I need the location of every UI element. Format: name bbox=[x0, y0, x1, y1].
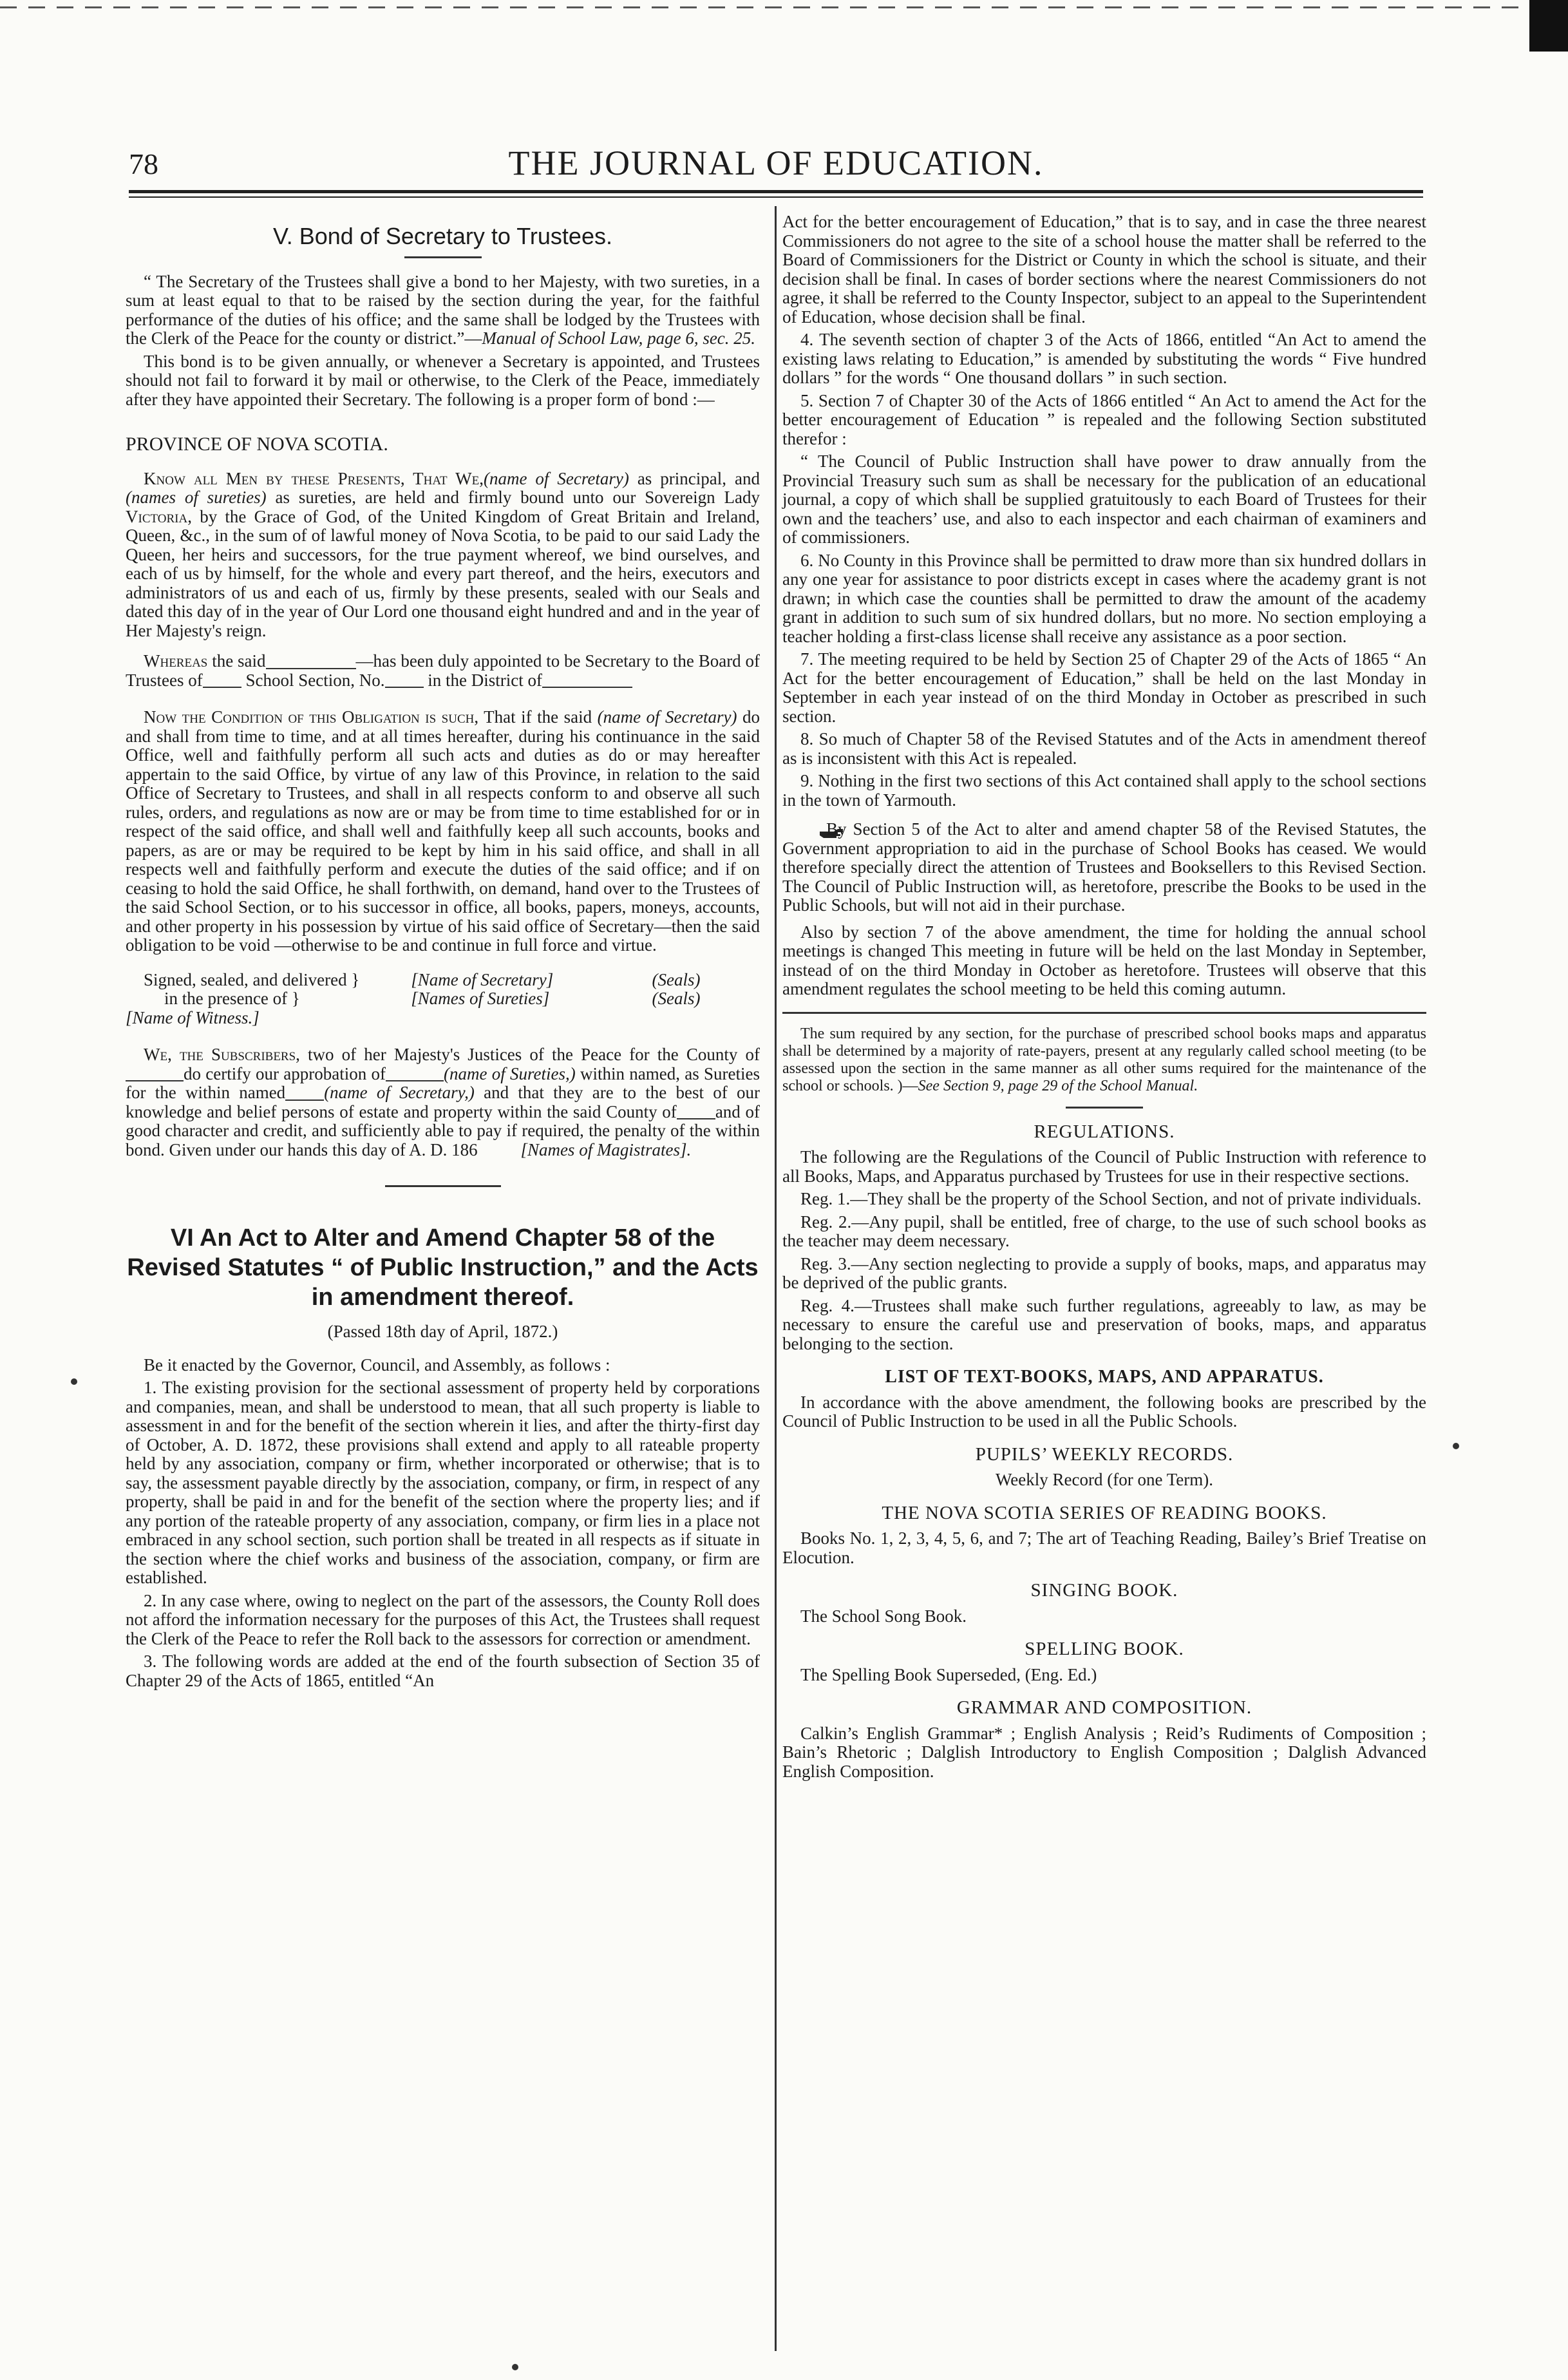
grammar-item: Calkin’s English Grammar* ; English Analysis ; Reid’s Rudiments of Composition ; Bain’s Rhetoric ; Dalglish Introductory to English Composition ; Dalglish Advanced English Composition. bbox=[782, 1723, 1426, 1781]
footnote-sum-required: The sum required by any section, for the purchase of prescribed school books maps and apparatus shall be determined by a majority of rate-payers, present at any regularly called school meeting (to be assessed upon the section in the same manner as all other sums required for the maintenance of the school or schools. )—See Section 9, page 29 of the School Manual. bbox=[782, 1025, 1426, 1094]
margin-dot bbox=[1453, 1443, 1459, 1449]
act-section-1: 1. The existing provision for the sectional assessment of property held by corporations and companies, mean, and shall be understood to mean, that all such property is liable to assessment in and for the benefit of the section wherein it lies, and after the thirty-first day of October, A. D. 1872, these provisions shall extend and apply to all rateable property held by any association, company or firm, whether incorporated or otherwise; that is to say, the assessment payable directly by the association, company, or firm, in respect of any property, shall be paid in and for the benefit of the section where the property lies; and if any portion of the rateable property of any association, company, or firm lies in a place not embraced in any school section, such portion shall be treated in all respects as if situate in the section where the chief works and business of the association, company, or firm are established. bbox=[126, 1378, 760, 1587]
section-heading-bond: V. Bond of Secretary to Trustees. bbox=[273, 223, 612, 249]
column-separator bbox=[775, 206, 777, 2351]
margin-dot bbox=[512, 2364, 518, 2370]
pointing-hand-icon bbox=[800, 824, 826, 837]
running-title: THE JOURNAL OF EDUCATION. bbox=[508, 144, 1044, 182]
act-section-9: 9. Nothing in the first two sections of this Act contained shall apply to the school sections in the town of Yarmouth. bbox=[782, 771, 1426, 810]
condition-paragraph: Now the Condition of this Obligation is such, That if the said (name of Secretary) do and shall from time to time, and at all times hereafter, during his continuance in the said Office, well and faithfully perform all such acts and duties as do or may hereafter appertain to the said Office, by virtue of any law of this Province, in relation to the said Office of Secretary to Trustees, and shall in all respects conform to and observe all such rules, orders, and regulations as now are or may be from time to time established for or in respect of the said office, and shall well and faithfully keep all such accounts, books and papers, as are or may be required to be kept by him in his said office, and shall in all respects well and faithfully perform and execute the duties of the said office; and if on ceasing to hold the said Office, he shall forthwith, on demand, hand over to the Trustees of the said School Section, or to his successor in office, all books, papers, moneys, accounts, and other property in his possession by virtue of his said office of Secretary—then the said obligation to be void —otherwise to be and continue in full force and virtue. bbox=[126, 707, 760, 955]
whereas-paragraph: Whereas the said —has been duly appointed to be Secretary to the Board of Trustees of School Section, No. in the District of bbox=[126, 651, 760, 690]
justices-paragraph: We, the Subscribers, two of her Majesty's Justices of the Peace for the County ofdo certify our approbation of (name of Sureties,) within named, as Sureties for the within named (name of Secretary,) and that they are to the best of our knowledge and belief persons of estate and property within the said County of and of good character and credit, and sufficiently able to pay if required, the penalty of the within bond. Given under our hands this day of A. D. 186 [Names of Magistrates]. bbox=[126, 1045, 760, 1159]
page-header bbox=[129, 142, 1423, 193]
header-rule-thin bbox=[129, 196, 1423, 198]
header-rule bbox=[129, 190, 1423, 193]
regulation-1: Reg. 1.—They shall be the property of the School Section, and not of private individuals. bbox=[800, 1189, 1422, 1208]
act-section-7: 7. The meeting required to be held by Section 25 of Chapter 29 of the Acts of 1865 “ An Act for the better encouragement of Education,” shall be held on the last Monday in September in each year instead of on the third Monday in October as prescribed in such section. bbox=[782, 649, 1426, 726]
grammar-heading: GRAMMAR AND COMPOSITION. bbox=[956, 1697, 1252, 1718]
blank-line bbox=[677, 1107, 715, 1119]
blank-line bbox=[203, 675, 241, 688]
page-top-edge bbox=[0, 0, 1568, 32]
blank-line bbox=[285, 1088, 324, 1101]
spelling-book-item: The Spelling Book Superseded, (Eng. Ed.) bbox=[800, 1664, 1097, 1684]
singing-book-item: The School Song Book. bbox=[800, 1606, 967, 1626]
act-section-5-quote: “ The Council of Public Instruction shall have power to draw annually from the Provincial Treasury such sum as shall be necessary for the publication of an educational journal, a copy of which shall be supplied gratuitously to each Board of Trustees for their own and the teachers’ use, and also to each inspector and each chairman of examiners and of commissioners. bbox=[782, 452, 1426, 547]
sig-sureties: [Names of Sureties] bbox=[411, 989, 550, 1008]
regulations-intro: The following are the Regulations of the Council of Public Instruction with reference to all Books, Maps, and Apparatus purchased by Trustees for use in their respective sections. bbox=[782, 1147, 1426, 1186]
sig-seals-1: (Seals) bbox=[652, 969, 701, 989]
reading-books-heading: THE NOVA SCOTIA SERIES OF READING BOOKS. bbox=[882, 1502, 1327, 1523]
act-section-4: 4. The seventh section of chapter 3 of the Acts of 1866, entitled “An Act to amend the existing laws relating to Education,” is amended by substituting the words “ Five hundred dollars ” for the words “ One thousand dollars ” in such section. bbox=[782, 330, 1426, 387]
pupils-records-item: Weekly Record (for one Term). bbox=[995, 1470, 1214, 1489]
right-column bbox=[782, 213, 1426, 1785]
textbook-list-intro: In accordance with the above amendment, the following books are prescribed by the Council of Public Instruction to be used in all the Public Schools. bbox=[782, 1392, 1426, 1431]
blank-line bbox=[126, 1069, 184, 1081]
regulations-heading: REGULATIONS. bbox=[1034, 1121, 1175, 1142]
province-heading: PROVINCE OF NOVA SCOTIA. bbox=[126, 433, 388, 455]
passed-date: (Passed 18th day of April, 1872.) bbox=[327, 1322, 558, 1341]
blank-line bbox=[542, 675, 632, 688]
notice-school-books: By Section 5 of the Act to alter and amend chapter 58 of the Revised Statutes, the Government appropriation to aid in the purchase of School Books has ceased. We would therefore specially direct the attention of Trustees and Booksellers to this Revised Section. The Council of Public Instruction will, as heretofore, prescribe the Books to be used in the Public Schools, but will not aid in their purchase. bbox=[782, 819, 1426, 915]
regulation-3: Reg. 3.—Any section neglecting to provide a supply of books, maps, and apparatus may be deprived of the public grants. bbox=[782, 1253, 1426, 1292]
enactment-clause: Be it enacted by the Governor, Council, and Assembly, as follows : bbox=[144, 1355, 610, 1375]
scan-edge-shadow bbox=[1529, 0, 1568, 52]
notice-school-meeting: Also by section 7 of the above amendment, the time for holding the annual school meetings is changed This meeting in future will be held on the last Monday in September, instead of on the third Monday in October as heretofore. Trustees will observe that this amendment regulates the school meeting to be held this coming autumn. bbox=[782, 922, 1426, 998]
section-3-continued: Act for the better encouragement of Education,” that is to say, and in case the three nearest Commissioners do not agree to the site of a school house the matter shall be referred to the Board of Commissioners for the District or County in which the school is situate, and their decision shall be final. In cases of border sections where the nearest Commissioners do not agree, it shall be referred to the County Inspector, subject to an appeal to the Superintendent of Education, whose decision shall be final. bbox=[782, 212, 1426, 327]
bond-form-paragraph: Know all Men by these Presents, That We,(name of Secretary) as principal, and (names of sureties) as sureties, are held and firmly bound unto our Sovereign Lady Victoria, by the Grace of God, of the United Kingdom of Great Britain and Ireland, Queen, &c., in the sum of of lawful money of Nova Scotia, to be paid to our said Lady the Queen, her heirs and successors, for the true payment whereof, we bind ourselves, and each of us by himself, for the whole and every part thereof, and the heirs, executors and administrators of us and each of us, firmly by these presents, sealed with our Seals and dated this day of in the year of Our Lord one thousand eight hundred and and in the year of Her Majesty's reign. bbox=[126, 468, 760, 640]
act-section-3: 3. The following words are added at the end of the fourth subsection of Section 35 of Chapter 29 of the Acts of 1865, entitled “An bbox=[126, 1652, 760, 1690]
signature-block bbox=[126, 971, 760, 1028]
reading-books-item: Books No. 1, 2, 3, 4, 5, 6, and 7; The art of Teaching Reading, Bailey’s Brief Treatise on Elocution. bbox=[782, 1528, 1426, 1567]
sig-seals-2: (Seals) bbox=[652, 989, 701, 1008]
blank-line bbox=[386, 1069, 444, 1081]
page-number: 78 bbox=[129, 148, 158, 180]
pupils-records-heading: PUPILS’ WEEKLY RECORDS. bbox=[975, 1443, 1234, 1465]
regulation-4: Reg. 4.—Trustees shall make such further regulations, agreeably to law, as may be necessary to ensure the careful use and preservation of books, maps, and apparatus belonging to the section. bbox=[782, 1295, 1426, 1353]
singing-book-heading: SINGING BOOK. bbox=[1030, 1580, 1178, 1601]
top-dashed-rule bbox=[0, 6, 1529, 8]
regulation-2: Reg. 2.—Any pupil, shall be entitled, free of charge, to the use of such school books as the teacher may deem necessary. bbox=[782, 1212, 1426, 1250]
divider bbox=[782, 1012, 1426, 1014]
act-section-6: 6. No County in this Province shall be permitted to draw more than six hundred dollars in any one year for assistance to poor districts except in cases where the academy grant is not drawn; in which case the counties shall be permitted to draw the amount of the academy grant in addition to such sum of six hundred dollars, but no more. No section employing a teacher holding a first-class license shall receive any assistance as a poor section. bbox=[782, 550, 1426, 646]
left-column bbox=[126, 213, 760, 1694]
act-section-2: 2. In any case where, owing to neglect on the part of the assessors, the County Roll does not afford the information necessary for the purposes of this Act, the Trustees shall request the Clerk of the Peace to refer the Roll back to the assessors for correction or amendment. bbox=[126, 1590, 760, 1648]
bond-paragraph: This bond is to be given annually, or whenever a Secretary is appointed, and Trustees should not fail to forward it by mail or otherwise, to the Clerk of the Peace, immediately after they have appointed their Secretary. The following is a proper form of bond :— bbox=[126, 351, 760, 409]
divider bbox=[404, 256, 482, 258]
divider bbox=[1066, 1107, 1143, 1109]
sig-witness: [Name of Witness.] bbox=[126, 1007, 260, 1027]
blank-line bbox=[385, 675, 424, 688]
act-heading: VI An Act to Alter and Amend Chapter 58 of the Revised Statutes “ of Public Instruction,” and the Acts in amendment thereof. bbox=[127, 1224, 759, 1311]
divider bbox=[385, 1185, 501, 1187]
sig-secretary: [Name of Secretary] bbox=[411, 969, 554, 989]
margin-dot bbox=[71, 1378, 77, 1385]
act-section-5: 5. Section 7 of Chapter 30 of the Acts of 1866 entitled “ An Act to amend the Act for the better encouragement of Education ” is repealed and the following Section substituted therefor : bbox=[782, 390, 1426, 448]
sig-line-2: in the presence of } bbox=[164, 989, 300, 1008]
act-section-8: 8. So much of Chapter 58 of the Revised Statutes and of the Acts in amendment thereof as is inconsistent with this Act is repealed. bbox=[782, 729, 1426, 768]
textbook-list-heading: LIST OF TEXT-BOOKS, MAPS, AND APPARATUS. bbox=[885, 1367, 1324, 1387]
blank-line bbox=[266, 656, 356, 669]
sig-line-1: Signed, sealed, and delivered } bbox=[144, 969, 360, 989]
law-quote: “ The Secretary of the Trustees shall give a bond to her Majesty, with two sureties, in a sum at least equal to that to be raised by the section during the year, for the faithful performance of the duties of his office; and the same shall be lodged by the Trustees with the Clerk of the Peace for the county or district.”—Manual of School Law, page 6, sec. 25. bbox=[126, 271, 760, 348]
spelling-book-heading: SPELLING BOOK. bbox=[1025, 1639, 1184, 1659]
